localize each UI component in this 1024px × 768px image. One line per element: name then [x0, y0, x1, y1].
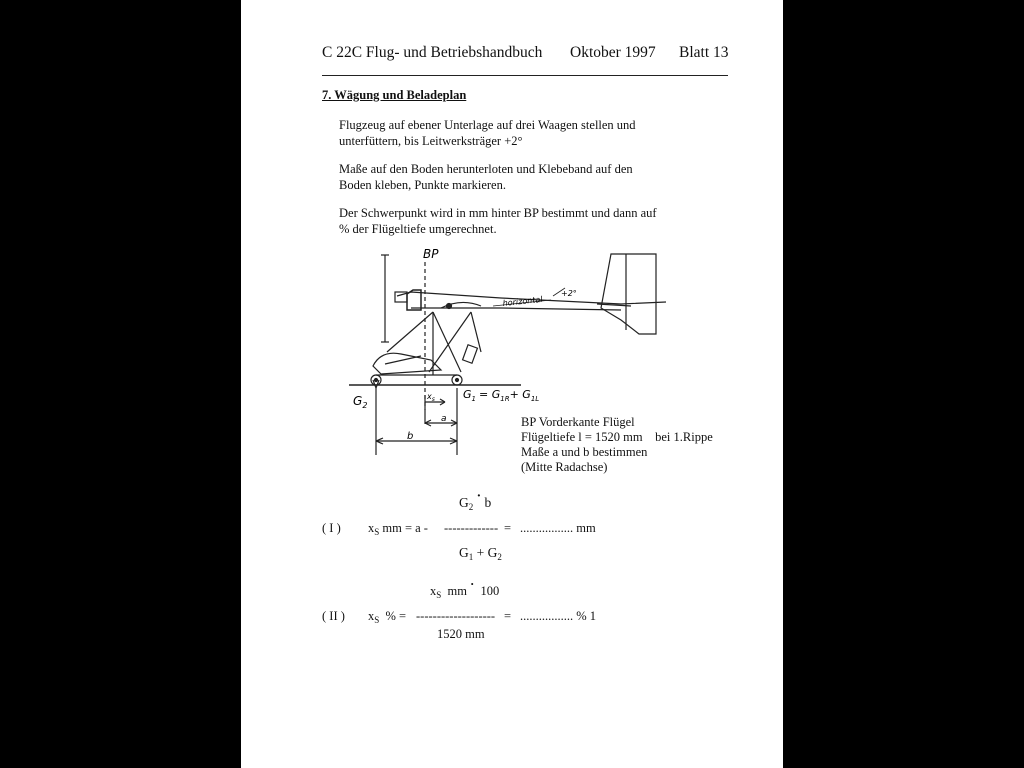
- formula-1-denominator: $G_1 + G_2$: [459, 545, 502, 562]
- header-rule: [322, 75, 728, 76]
- formula-2-denominator: 1520 mm: [437, 627, 485, 641]
- bp-label: BP: [423, 247, 439, 261]
- section-heading: 7. Wägung und Beladeplan: [322, 88, 467, 102]
- note-line: (Mitte Radachse): [521, 460, 608, 474]
- formula-1-lhs: $x_S$ mm = a -: [368, 521, 428, 537]
- note-line: BP Vorderkante Flügel: [521, 415, 635, 429]
- formula-2-lhs: $x_S$ % =: [368, 609, 407, 625]
- manual-date: Oktober 1997: [570, 44, 656, 61]
- formula-1-equals: =: [504, 521, 512, 535]
- horizontal-label: horizontal: [502, 294, 543, 308]
- manual-title: C 22C Flug- und Betriebshandbuch: [322, 44, 543, 61]
- paragraph-2: [339, 162, 633, 193]
- paragraph-3: [339, 206, 657, 237]
- paragraph-line: % der Flügeltiefe umgerechnet.: [339, 221, 497, 236]
- xs-label: $x_s$: [427, 392, 435, 403]
- paragraph-line: unterfüttern, bis Leitwerksträger +2°: [339, 133, 523, 148]
- formula-2-equals: =: [504, 609, 512, 623]
- formula-2-result: ................. % 1: [520, 609, 597, 623]
- formula-2-label: ( II ): [322, 609, 345, 623]
- g2-label: $G_2$: [353, 394, 368, 410]
- note-line: Flügeltiefe l = 1520 mm bei 1.Rippe: [521, 430, 713, 444]
- formula-2-numerator: $x_S$ mm · 100: [430, 577, 500, 600]
- formula-2-fraction-bar: -------------------: [416, 609, 496, 623]
- paragraph-line: Der Schwerpunkt wird in mm hinter BP bestimmt und dann auf: [339, 206, 657, 220]
- formula-1-numerator: $G_2 \cdot b$: [459, 488, 492, 512]
- formula-1-fraction-bar: -------------: [444, 521, 499, 535]
- drawing-notes: [521, 415, 713, 475]
- g1-label: $G_1 = G_{1R}+ G_{1L}$: [463, 388, 540, 403]
- b-label: b: [407, 431, 414, 442]
- angle-label: +2°: [561, 289, 577, 298]
- formula-1-result: ................. mm: [520, 521, 596, 535]
- paragraph-1: [339, 118, 636, 149]
- document-page: [241, 0, 783, 768]
- note-line: Maße a und b bestimmen: [521, 445, 648, 459]
- paragraph-line: Boden kleben, Punkte markieren.: [339, 177, 506, 192]
- sheet-number: Blatt 13: [679, 44, 729, 61]
- a-label: a: [441, 414, 447, 424]
- paragraph-line: Flugzeug auf ebener Unterlage auf drei Waagen stellen und: [339, 118, 636, 132]
- formula-1-label: ( I ): [322, 521, 341, 535]
- paragraph-line: Maße auf den Boden herunterloten und Klebeband auf den: [339, 162, 633, 176]
